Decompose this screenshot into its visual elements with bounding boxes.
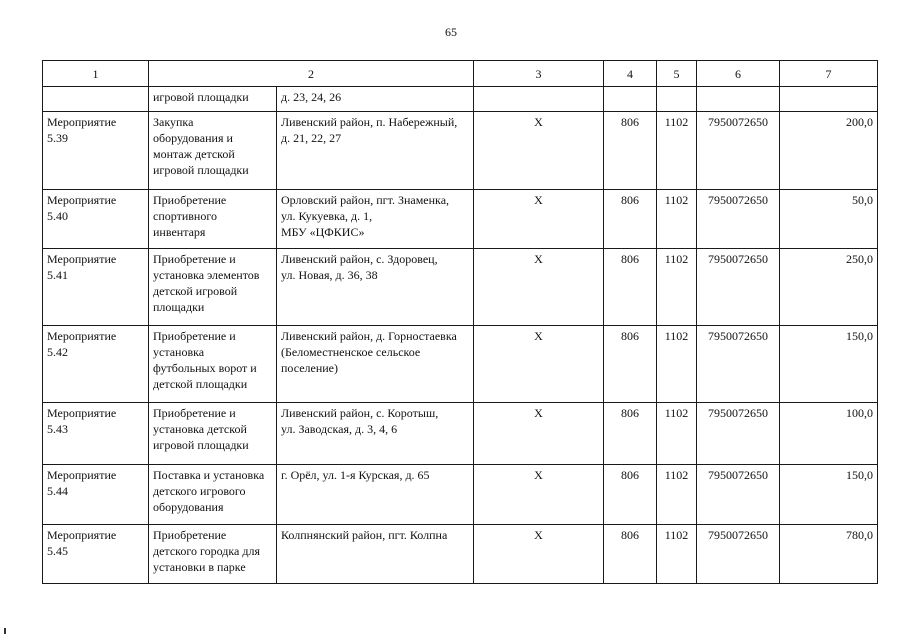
table-row-continuation bbox=[43, 87, 878, 112]
col7-cell: 150,0 bbox=[780, 326, 878, 403]
name-text: Приобретение спортивного инвентаря bbox=[149, 190, 277, 248]
name-text: Закупка оборудования и монтаж детской игровой площадки bbox=[149, 112, 277, 189]
col7-cell: 200,0 bbox=[780, 112, 878, 190]
header-col-3: 3 bbox=[474, 61, 604, 87]
measure-cell: Мероприятие 5.39 bbox=[43, 112, 149, 190]
col5-cell: 1102 bbox=[657, 403, 697, 465]
col7-cell: 50,0 bbox=[780, 190, 878, 249]
col5-cell: 1102 bbox=[657, 249, 697, 326]
table-row bbox=[43, 190, 878, 249]
header-col-7: 7 bbox=[780, 61, 878, 87]
col6-cell: 7950072650 bbox=[697, 112, 780, 190]
col3-cell: Х bbox=[474, 190, 604, 249]
address-text: д. 23, 24, 26 bbox=[281, 90, 342, 104]
name-text: Приобретение детского городка для установки в парке bbox=[149, 525, 277, 583]
description-cell bbox=[149, 87, 474, 112]
measure-cell: Мероприятие 5.40 bbox=[43, 190, 149, 249]
address-text: г. Орёл, ул. 1-я Курская, д. 65 bbox=[281, 468, 430, 482]
measure-cell: Мероприятие 5.42 bbox=[43, 326, 149, 403]
table-row bbox=[43, 326, 878, 403]
scan-mark bbox=[4, 628, 6, 634]
name-text: Приобретение и установка элементов детской игровой площадки bbox=[149, 249, 277, 325]
col3-cell bbox=[474, 87, 604, 112]
table-header-row bbox=[43, 61, 878, 87]
col4-cell: 806 bbox=[604, 190, 657, 249]
description-cell bbox=[149, 326, 474, 403]
col3-cell: Х bbox=[474, 403, 604, 465]
col6-cell: 7950072650 bbox=[697, 190, 780, 249]
header-col-1: 1 bbox=[43, 61, 149, 87]
measure-cell: Мероприятие 5.41 bbox=[43, 249, 149, 326]
col3-cell: Х bbox=[474, 465, 604, 525]
col6-cell: 7950072650 bbox=[697, 403, 780, 465]
table-row bbox=[43, 465, 878, 525]
header-col-6: 6 bbox=[697, 61, 780, 87]
measure-cell bbox=[43, 87, 149, 112]
col3-cell: Х bbox=[474, 112, 604, 190]
col3-cell: Х bbox=[474, 525, 604, 584]
col7-cell: 780,0 bbox=[780, 525, 878, 584]
col7-cell: 100,0 bbox=[780, 403, 878, 465]
col7-cell: 250,0 bbox=[780, 249, 878, 326]
name-text: Поставка и установка детского игрового оборудования bbox=[149, 465, 277, 524]
col7-cell bbox=[780, 87, 878, 112]
description-cell bbox=[149, 525, 474, 584]
col5-cell: 1102 bbox=[657, 190, 697, 249]
header-col-5: 5 bbox=[657, 61, 697, 87]
name-text: игровой площадки bbox=[149, 87, 277, 111]
col4-cell: 806 bbox=[604, 112, 657, 190]
col6-cell: 7950072650 bbox=[697, 249, 780, 326]
name-text: Приобретение и установка футбольных ворот и детской площадки bbox=[149, 326, 277, 402]
col6-cell: 7950072650 bbox=[697, 465, 780, 525]
address-text: Ливенский район, п. Набережный, д. 21, 22, 27 bbox=[281, 115, 458, 145]
description-cell bbox=[149, 249, 474, 326]
col4-cell: 806 bbox=[604, 249, 657, 326]
col6-cell: 7950072650 bbox=[697, 326, 780, 403]
col7-cell: 150,0 bbox=[780, 465, 878, 525]
description-cell bbox=[149, 403, 474, 465]
address-text: Орловский район, пгт. Знаменка, ул. Кукуевка, д. 1, МБУ «ЦФКИС» bbox=[281, 193, 450, 239]
table-row bbox=[43, 112, 878, 190]
col4-cell: 806 bbox=[604, 326, 657, 403]
description-cell bbox=[149, 190, 474, 249]
table-row bbox=[43, 249, 878, 326]
page-number: 65 bbox=[445, 25, 457, 39]
col6-cell bbox=[697, 87, 780, 112]
col5-cell: 1102 bbox=[657, 525, 697, 584]
address-text: Колпнянский район, пгт. Колпна bbox=[281, 528, 448, 542]
col3-cell: Х bbox=[474, 249, 604, 326]
measure-cell: Мероприятие 5.44 bbox=[43, 465, 149, 525]
col4-cell: 806 bbox=[604, 403, 657, 465]
address-text: Ливенский район, с. Коротыш, ул. Заводская, д. 3, 4, 6 bbox=[281, 406, 439, 436]
measure-cell: Мероприятие 5.43 bbox=[43, 403, 149, 465]
col5-cell bbox=[657, 87, 697, 112]
header-col-2: 2 bbox=[149, 61, 474, 87]
table-row bbox=[43, 403, 878, 465]
header-col-4: 4 bbox=[604, 61, 657, 87]
col4-cell: 806 bbox=[604, 465, 657, 525]
address-text: Ливенский район, д. Горностаевка (Беломестненское сельское поселение) bbox=[281, 329, 457, 375]
col5-cell: 1102 bbox=[657, 465, 697, 525]
col6-cell: 7950072650 bbox=[697, 525, 780, 584]
col5-cell: 1102 bbox=[657, 326, 697, 403]
name-text: Приобретение и установка детской игровой площадки bbox=[149, 403, 277, 464]
col5-cell: 1102 bbox=[657, 112, 697, 190]
col4-cell: 806 bbox=[604, 525, 657, 584]
measures-table bbox=[42, 60, 878, 584]
col4-cell bbox=[604, 87, 657, 112]
description-cell bbox=[149, 112, 474, 190]
col3-cell: Х bbox=[474, 326, 604, 403]
measure-cell: Мероприятие 5.45 bbox=[43, 525, 149, 584]
table-row bbox=[43, 525, 878, 584]
address-text: Ливенский район, с. Здоровец, ул. Новая, д. 36, 38 bbox=[281, 252, 438, 282]
description-cell bbox=[149, 465, 474, 525]
